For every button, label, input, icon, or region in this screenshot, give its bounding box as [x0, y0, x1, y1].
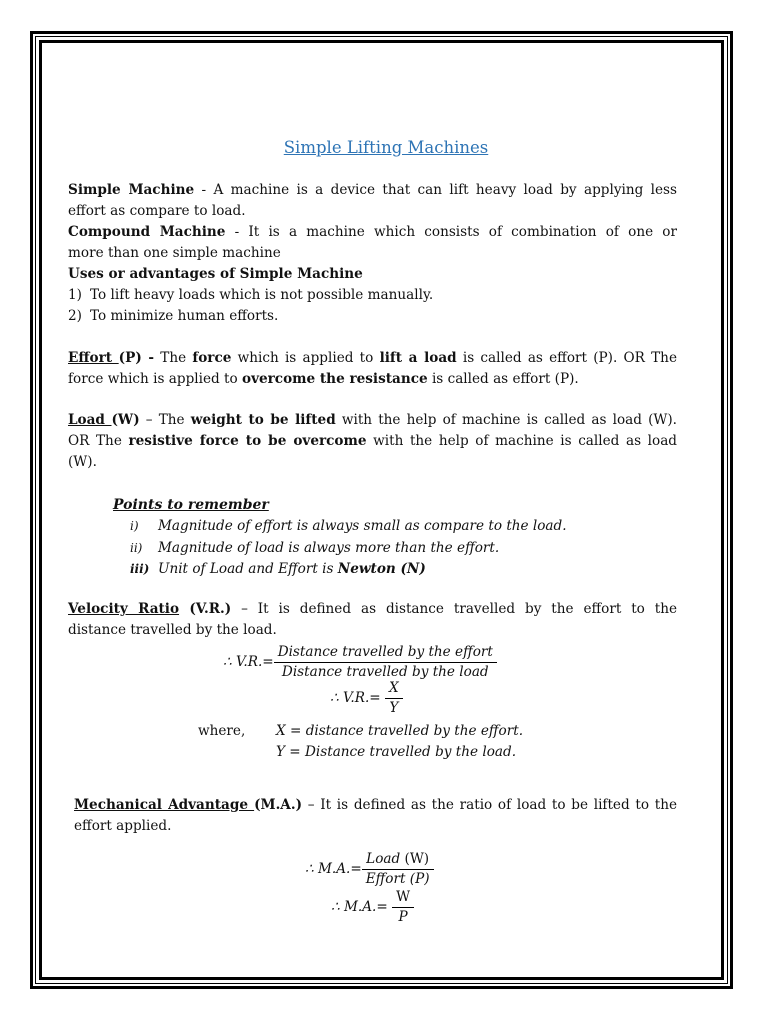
vr-fraction-2: $\frac{X}{Y}$: [385, 679, 403, 718]
load-line2: OR The resistive force to be overcome with the help of machine is called as load: [68, 433, 678, 449]
page-title: Simple Lifting Machines: [283, 138, 489, 157]
compound-machine-line1: Compound Machine - It is a machine which consists of combination of one or: [68, 224, 677, 240]
simple-machine-line1: Simple Machine - A machine is a device that can lift heavy load by applying less: [68, 182, 677, 198]
ma-formula-1: ∴ M.A.= $\frac{\text{Load (W)}}{\text{Effort (P)}}$: [305, 850, 434, 889]
uses-item-1: 1) To lift heavy loads which is not possible manually.: [68, 287, 434, 303]
vr-term: Velocity Ratio: [68, 601, 180, 617]
simple-machine-term: Simple Machine: [68, 182, 195, 198]
load-definition: [68, 410, 677, 473]
load-line3: (W).: [68, 454, 97, 470]
uses-heading: Uses or advantages of Simple Machine: [68, 266, 363, 282]
effort-definition: [68, 348, 677, 390]
compound-machine-line2: more than one simple machine: [68, 245, 281, 261]
simple-machine-line2: effort as compare to load.: [68, 203, 246, 219]
ma-line2: effort applied.: [74, 818, 172, 834]
vr-formula-2: ∴ V.R.= $\frac{X}{Y}$: [330, 679, 403, 718]
vr-where-label: where,: [198, 723, 246, 739]
ma-term: Mechanical Advantage: [74, 797, 255, 813]
points-list: [130, 516, 567, 581]
compound-machine-term: Compound Machine: [68, 224, 226, 240]
effort-term: Effort: [68, 350, 119, 366]
definitions-section: [68, 180, 677, 327]
load-line1: Load (W) – The weight to be lifted with the help of machine is called as load (W).: [68, 412, 677, 428]
vr-where-x: X = distance travelled by the effort.: [276, 723, 524, 739]
point-item-3: iii) Unit of Load and Effort is Newton (N): [130, 561, 426, 577]
velocity-ratio-definition: [68, 599, 677, 641]
ma-fraction-1: $\frac{\text{Load (W)}}{\text{Effort (P)}}$: [362, 850, 434, 889]
ma-fraction-2: $\frac{W}{P}$: [392, 888, 414, 927]
vr-fraction-1: $\frac{\text{Distance travelled by the effort}}{\text{Distance travelled by the load}}$: [274, 643, 497, 682]
point-item-1: i) Magnitude of effort is always small as compare to the load.: [130, 518, 567, 534]
vr-line2: distance travelled by the load.: [68, 622, 277, 638]
uses-item-2: 2) To minimize human efforts.: [68, 308, 279, 324]
ma-line1: Mechanical Advantage (M.A.) – It is defined as the ratio of load to be lifted to the: [74, 797, 677, 813]
vr-where-y: Y = Distance travelled by the load.: [276, 744, 517, 760]
vr-formula-1: ∴ V.R.= $\frac{\text{Distance travelled by the effort}}{\text{Distance travelled by the load}}$: [223, 643, 497, 682]
effort-line1: Effort (P) - The force which is applied to lift a load is called as effort (P). OR The: [68, 350, 677, 366]
load-term: Load: [68, 412, 112, 428]
mechanical-advantage-definition: [74, 795, 677, 837]
point-item-2: ii) Magnitude of load is always more than the effort.: [130, 539, 500, 556]
ma-formula-2: ∴ M.A.= $\frac{W}{P}$: [331, 888, 414, 927]
vr-line1: Velocity Ratio (V.R.) – It is defined as distance travelled by the effort to the: [68, 601, 678, 617]
effort-line2: force which is applied to overcome the resistance is called as effort (P).: [68, 371, 579, 387]
points-heading: Points to remember: [113, 497, 269, 513]
